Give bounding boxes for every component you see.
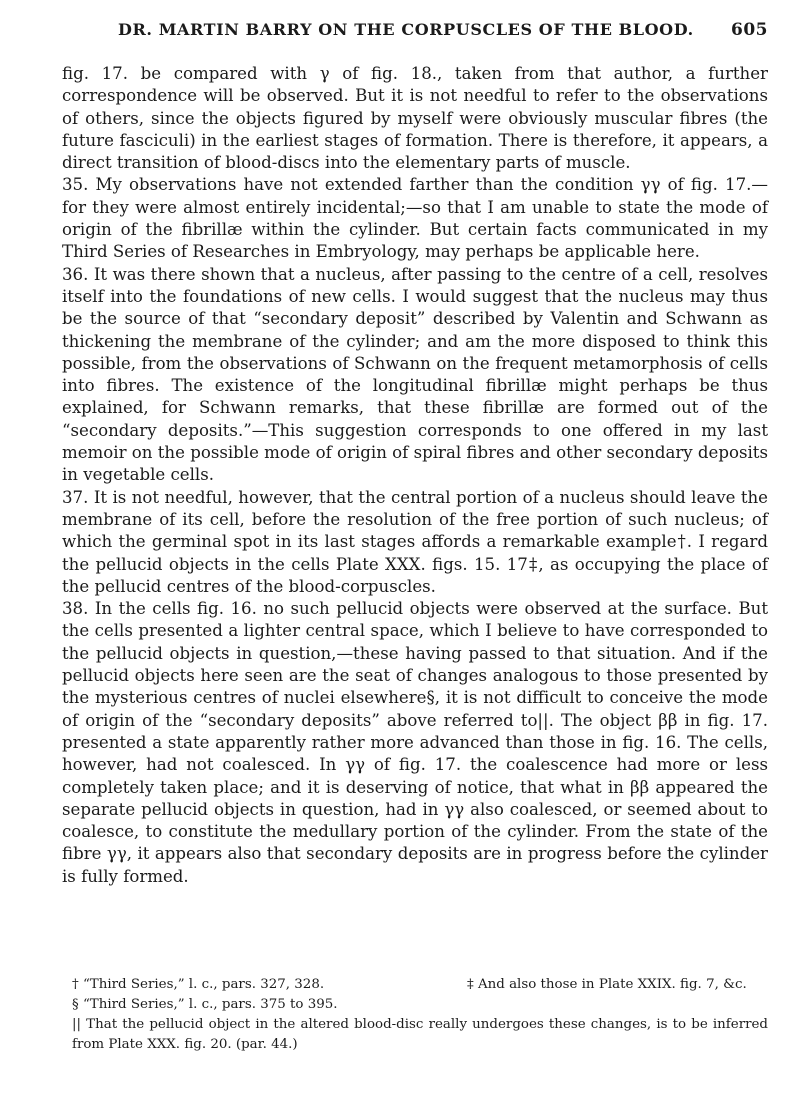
- footnote-section: § “Third Series,” l. c., pars. 375 to 395.: [72, 997, 338, 1012]
- footnote-double-dagger: ‡ And also those in Plate XXIX. fig. 7, &c.: [467, 977, 747, 992]
- footnote-dagger: † “Third Series,” l. c., pars. 327, 328.: [72, 977, 325, 992]
- footnote-parallel-text: || That the pellucid object in the altered blood-disc really undergoes these changes, is to be inferred from Plate XXX. fig. 20. (par. 44.): [72, 1017, 768, 1052]
- running-head: DR. MARTIN BARRY ON THE CORPUSCLES OF THE BLOOD.: [118, 20, 694, 39]
- paragraph-37: 37. It is not needful, however, that the central portion of a nucleus should leave the membrane of its cell, before the resolution of the free portion of such nucleus; of which the germinal spot in its last stages affords a remarkable example†. I regard the pellucid objects in the cells Plate XXX. figs. 15. 17‡, as occupying the place of the pellucid centres of the blood-corpuscles.: [62, 487, 768, 596]
- paragraph-35: 35. My observations have not extended farther than the condition γγ of fig. 17.— for they were almost entirely incidental;—so that I am unable to state the mode of origin of the fibrillæ within the cylinder. But certain facts communicated in my Third Series of Researches in Embryology, may perhaps be applicable here.: [62, 175, 768, 262]
- footnote-row: [62, 975, 768, 995]
- body-text: [62, 63, 768, 888]
- page: [62, 0, 768, 1119]
- footnote-parallel: [62, 1015, 768, 1055]
- paragraph-continuation: fig. 17. be compared with γ of fig. 18., taken from that author, a further correspondence will be observed. But it is not needful to refer to the observations of others, since the objects figured by myself were obviously muscular fibres (the future fasciculi) in the earliest stages of formation. There is therefore, it appears, a direct transition of blood-discs into the elementary parts of muscle.: [62, 64, 768, 173]
- paragraph-36: 36. It was there shown that a nucleus, after passing to the centre of a cell, resolves itself into the foundations of new cells. I would suggest that the nucleus may thus be the source of that “secondary deposit” described by Valentin and Schwann as thickening the membrane of the cylinder; and am the more disposed to think this possible, from the observations of Schwann on the frequent metamorphosis of cells into fibres. The existence of the longitudinal fibrillæ might perhaps be thus explained, for Schwann remarks, that these fibrillæ are formed out of the “secondary deposits.”—This suggestion corresponds to one offered in my last memoir on the possible mode of origin of spiral fibres and other secondary deposits in vegetable cells.: [62, 264, 768, 485]
- footnotes: [62, 975, 768, 1055]
- page-header: [62, 20, 768, 44]
- paragraph-38: 38. In the cells fig. 16. no such pellucid objects were observed at the surface. But the cells presented a lighter central space, which I believe to have corresponded to the pellucid objects in question,—these having passed to that situation. And if the pellucid objects here seen are the seat of changes analogous to those presented by the mysterious centres of nuclei elsewhere§, it is not difficult to conceive the mode of origin of the “secondary deposits” above referred to||. The object ββ in fig. 17. presented a state apparently rather more advanced than those in fig. 16. The cells, however, had not coalesced. In γγ of fig. 17. the coalescence had more or less completely taken place; and it is deserving of notice, that what in ββ appeared the separate pellucid objects in question, had in γγ also coalesced, or seemed about to coalesce, to constitute the medullary portion of the cylinder. From the state of the fibre γγ, it appears also that secondary deposits are in progress before the cylinder is fully formed.: [62, 599, 768, 886]
- page-number: 605: [731, 20, 768, 40]
